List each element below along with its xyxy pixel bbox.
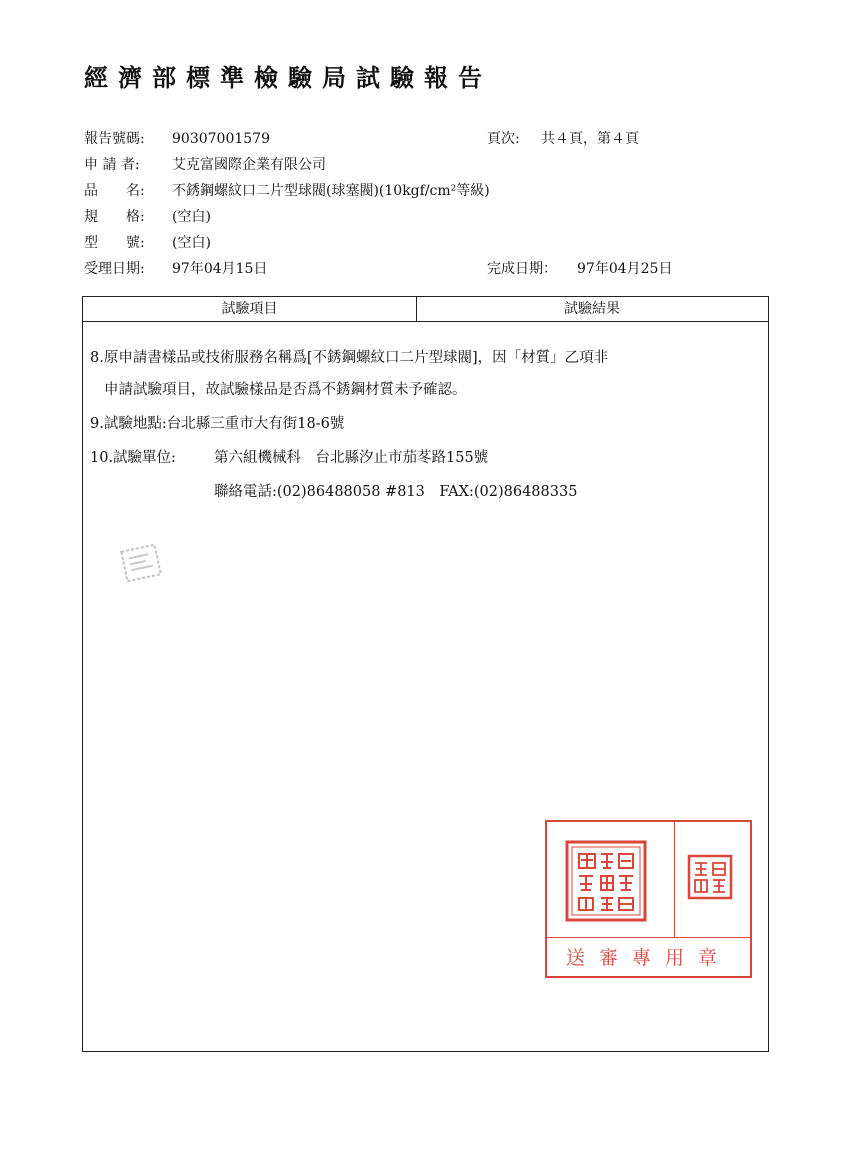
column-header-test-results: 試驗結果	[564, 301, 620, 317]
spec-row	[84, 206, 211, 226]
model-value: (空白)	[172, 235, 211, 251]
item-10-label: 10.試驗單位:	[90, 450, 176, 466]
report-number: 90307001579	[172, 131, 270, 147]
product-label: 品 名:	[84, 183, 145, 199]
spec-value: (空白)	[172, 209, 211, 225]
received-date-row	[84, 258, 267, 278]
completed-date-label: 完成日期：	[487, 261, 557, 277]
received-date: 97年04月15日	[172, 261, 268, 277]
page-count: 共４頁，第４頁	[541, 131, 639, 147]
applicant: 艾克富國際企業有限公司	[172, 157, 326, 173]
report-number-label: 報告號碼:	[84, 131, 145, 147]
item-10-test-unit: 第六組機械科 台北縣汐止市茄苳路155號	[214, 450, 489, 466]
stamp-footer-text: 送審專用章	[565, 947, 731, 969]
completed-date: 97年04月25日	[577, 261, 673, 277]
report-number-row	[84, 128, 270, 148]
product-row	[84, 180, 490, 200]
faint-stamp-mark	[114, 536, 169, 591]
completed-date-row	[487, 258, 672, 278]
item-10-contact: 聯絡電話:(02)86488058 #813 FAX:(02)86488335	[214, 484, 578, 500]
product-name: 不銹鋼螺紋口二片型球閥(球塞閥)(10kgf/cm²等級)	[172, 183, 490, 199]
stamp-divider	[674, 822, 675, 937]
item-8-line-2: 申請試驗項目，故試驗樣品是否爲不銹鋼材質未予確認。	[104, 382, 467, 398]
table-header	[83, 297, 768, 322]
applicant-row	[84, 154, 326, 174]
review-seal-stamp	[545, 820, 752, 978]
company-seal	[565, 840, 647, 922]
item-8-line-1: 8.原申請書樣品或技術服務名稱爲[不銹鋼螺紋口二片型球閥]，因「材質」乙項非	[90, 350, 609, 366]
received-date-label: 受理日期:	[84, 261, 145, 277]
model-row	[84, 232, 211, 252]
model-label: 型 號:	[84, 235, 145, 251]
spec-label: 規 格:	[84, 209, 145, 225]
page-count-label: 頁次:	[487, 131, 520, 147]
column-header-test-items: 試驗項目	[83, 297, 417, 321]
item-9-test-location: 9.試驗地點:台北縣三重市大有街18-6號	[90, 416, 345, 432]
report-title: 經濟部標準檢驗局試驗報告	[84, 64, 492, 92]
stamp-footer-divider	[547, 937, 750, 938]
personal-seal	[687, 854, 733, 900]
applicant-label: 申 請 者:	[84, 157, 140, 173]
page-count-row	[487, 128, 639, 148]
